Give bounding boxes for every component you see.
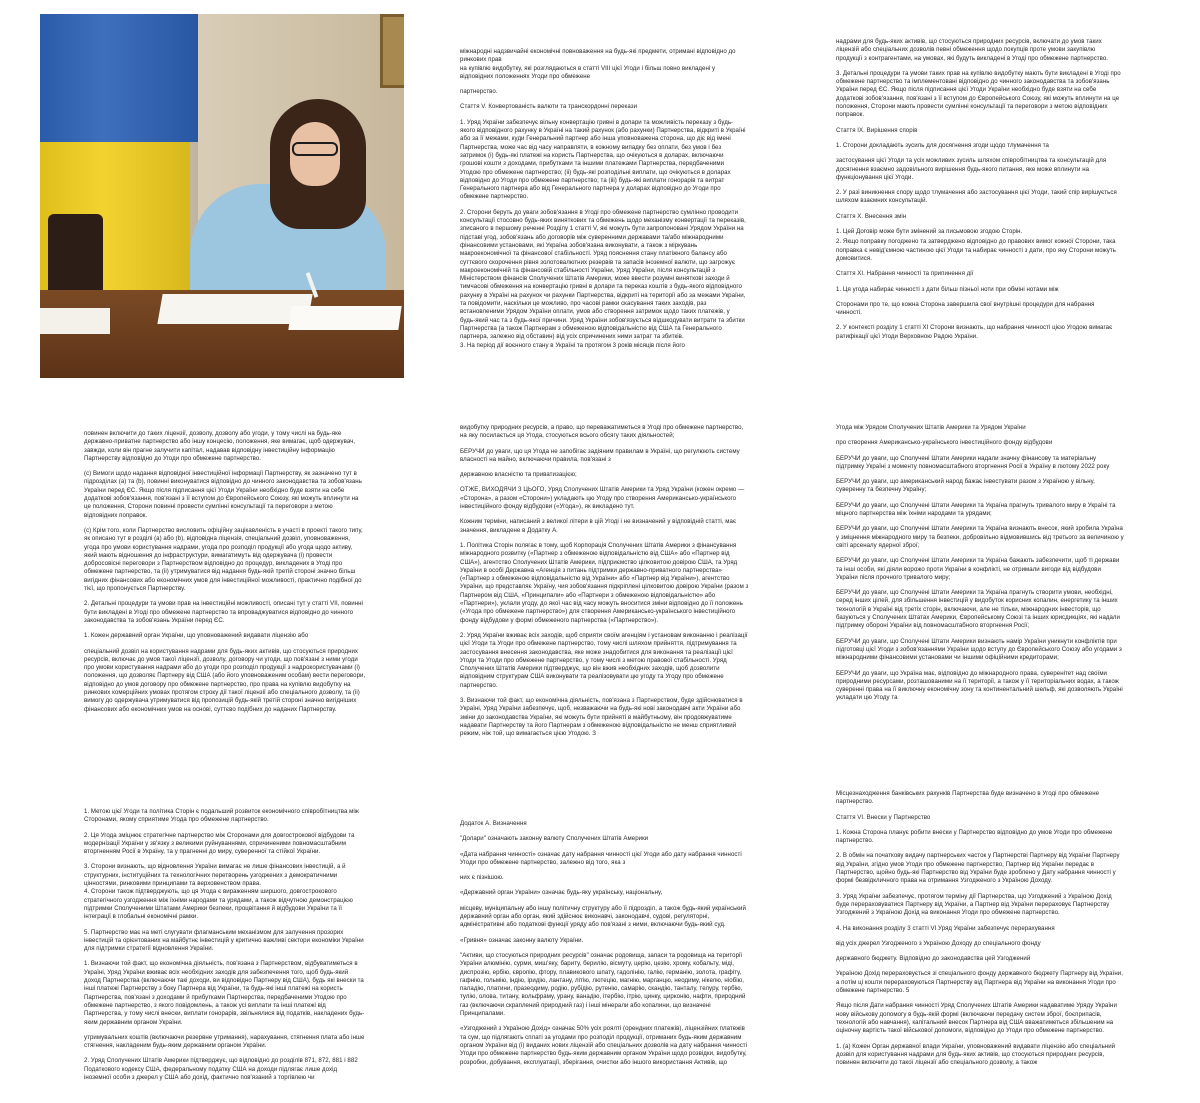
paragraph: 3. Детальні процедури та умови таких прав на купівлю видобутку мають бути викладені в Угоді про обмежене партнерство та імплементовані відповідно до чинного законодавства та зобов'язань України перед ЄС. Якщо після підписання цієї Угоди України необхідно буде взяти на себе додаткові зобов'язання, пов'язані з її вступом до Європейського Союзу, які можуть вплинути на це положення, Сторони мають провести сумлінні консультації та переговори з метою відповідних поправок. xyxy=(836,69,1121,119)
paragraph: державного бюджету. Відповідно до законодавства цей Узгоджений xyxy=(836,955,1031,963)
paragraph: 1. Визнаючи той факт, що економічна діяльність, пов'язана з Партнерством, відбуватиметься в Україні, Уряд України вживає всіх необхідних заходів для забезпечення того, щоб будь-який доход Партнерства (включаючи такі доходи, ви відповідно Партнеру від США), будь які внески та інші платежі Партнерству з боку Партнера від України, та будь-які інші платежі на користь Партнерства, пов'язані з доходами й прибутками Партнерства, передбаченими Угодою про обмежене партнерство, з якого повідомлень, а також усі виплати та інші платежі від Партнерства, у тому числі внески, виплати гонорарів, звільнялися від податків, накладених будь-яким державним органом України. xyxy=(84,960,365,1026)
document-sheet-left xyxy=(40,308,110,334)
paragraph: (с) Крім того, коли Партнерство висловить офіційну зацікавленість в участі в проекті такого типу, як описано тут в розділі (а) або (b), відповідна ліцензія, спеціальний дозвіл, уповноваження, угода про умови користування надрами, угода про розподіл продукції або угода щодо активу, який мають відношення до інфраструктури, вимагатимуть від одержувача (і) провести добросовісні переговори з Партнерством відповідно до процедур, викладених в Угоді про обмежене партнерство, та (іі) утримуватися від надання будь-якій третій стороні значно більш вигідних фінансових або економічних умов для інвестиційної можливості, практично подібної до тієї, що пропонується Партнерству. xyxy=(84,526,363,593)
paragraph: Україною Дохід перераховується зі спеціального фонду державного бюджету Партнеру від України, а потім ці кошти перераховуються Партнерству від Партнера від України на виконання Угоди про обмежене партнерство. 5 xyxy=(836,970,1123,995)
paragraph: них є пізнішою. xyxy=(460,874,504,882)
paragraph: 2. Якщо поправку погоджено та затверджено відповідно до правових вимог кожної Сторони, така поправка є невід'ємною частиною цієї Угоди та набирає чинності з дати, про яку Сторони можуть домовитися. xyxy=(836,238,1116,262)
paragraph: 2. В обмін на початкову видачу партнерських часток у Партнерстві Партнеру від України Партнеру від України, згідно умов Угоди про обмежене партнерство, Партнер від України передає в Партнерство, щойно будь-які Партнерство від України буде зроблено у Дату набрання чинності у формі безвідкличного права на отримання Узгодженого з Україною Доходу. xyxy=(836,852,1120,885)
document-subtitle: про створення Американсько-українського інвестиційного фонду відбудови xyxy=(836,439,1053,447)
paragraph: державною власністю та приватизацією; xyxy=(460,471,577,479)
paragraph: 2. Уряд України вживає всіх заходів, щоб сприяти своїм агенціям і установам виконанню і реалізації цієї Угоди та Угоди про обмежене партнерство, тому числі шляхом прийняття, підтримування та застосування внесення законодавства, яке може знадобитися для виконання та реалізації цієї Угоди та Угоди про обмежене партнерство, у тому числі з метою правової стабільності. Уряд Сполучених Штатів Америки підтверджує, що він вжив необхідних заходів, щоб дозволити відповідним структурам США виконувати та реалізовувати цю угоду та Угоду про обмежене партнерство. xyxy=(460,631,748,689)
document-sheet-right xyxy=(288,306,401,330)
paragraph: БЕРУЧИ до уваги, що Сполучені Штати Америки та Україна визнають внесок, який зробила Україна у зміцнення міжнародного миру та безпеки, добровільно відмовившись від третього за величиною у світі арсеналу ядерної зброї; xyxy=(836,525,1124,549)
paragraph: на купівлю видобутку, які розглядаються в статті VIII цієї Угоди і більш повно викладені у відповідних положеннях Угоди про обмежене xyxy=(460,64,716,80)
document-title: Угода між Урядом Сполучених Штатів Америки та Урядом України xyxy=(836,424,1026,431)
document-page-7 xyxy=(84,808,366,1103)
document-page-5 xyxy=(460,424,750,756)
paragraph: спеціальний дозвіл на користування надрами для будь-яких активів, що стосуються природних ресурсів, включає до умов такої ліцензії, дозволу, договору чи угоди, що пов'язані з ними угоди про умови користування надрами або до угоди про розподіл продукції з надрокористувачами (і) положення, що дозволяє Партнеру від США (або його уповноваженим особам) вести переговори, відповідно до умов договору про обмежене партнерство, про права на купівлю видобутку на ринкових комерційних умовах протягом строку дії такої ліцензії або спеціального дозволу, та (іі) вимогу до одержувача утримуватися від пропозицій будь-якій третій стороні значно вигідніших фінансових або економічних умов на основі, суттєво подібних до наданих Партнерству. xyxy=(84,647,366,713)
paragraph: «Гривня» означає законну валюту України. xyxy=(460,936,584,944)
paragraph: БЕРУЧИ до уваги, що Україна має, відповідно до міжнародного права, суверенітет над своїми природними ресурсами, розташованими на її території, а також у її територіальних водах, а також суверенні права на її виключну економічну зону та континентальний шельф, які дозволяють Україні укладати цю Угоду та xyxy=(836,669,1123,702)
paragraph: повинен включити до таких ліцензії, дозволу, дозволу або угоди, у тому числі на будь-яке державно-приватне партнерство або іншу концесію, положення, яке вимагає, щоб одержувач, завжди, коли він прагне залучити капітал, надавав відповідну інвестиційну інформацію Партнерству відповідно до Угоди про обмежене партнерство. xyxy=(84,430,356,462)
paragraph: "Долари" означають законну валюту Сполучених Штатів Америки xyxy=(460,835,649,843)
paragraph: 1. Цей Договір може бути змінений за письмовою згодою Сторін. xyxy=(836,228,1023,236)
paragraph: 2. У контексті розділу 1 статті XI Сторони визнають, що набрання чинності цією Угодою вимагає ратифікації цієї Угоди Верховною Радою України. xyxy=(836,324,1113,340)
paragraph: 1. Уряд України забезпечує вільну конвертацію гривні в долари та можливість переказу з будь-якого відповідного рахунку в Україні на такий рахунок (або рахунки) Партнерства, відкриті в Україні або за її межами, куди Генеральний партнер або інша уповноважена сторона, що діє від імені Партнерства, може час від часу направляти, в кожному випадку без оплати, без умов і без затримок (і) будь-які платежі на користь Партнерства, що очікуються в доларах, включаючи грошові кошти з доходами, прибутками та іншими платежами Партнерства, передбаченими Угодою про обмежене партнерство; (іі) будь-які розподільні виплати, що очікуються в доларах відповідно до Угоди про обмежене партнерство; та (ііі) будь-які виплати гонорарів та витрат Генерального партнера або від Генерального партнера у доларах відповідно до Угоди про обмежене партнерство. xyxy=(460,118,746,201)
section-heading: Стаття XI. Набрання чинності та припинення дії xyxy=(836,270,974,278)
paragraph: 1. Сторони докладають зусиль для досягнення згоди щодо тлумачення та xyxy=(836,141,1049,149)
paragraph: від усіх джерел Узгодженого з Україною Доходу до спеціального фонду xyxy=(836,939,1041,947)
paragraph: 1. Ця угода набирає чинності з дати більш пізньої ноти при обміні нотами між xyxy=(836,285,1059,293)
paragraph: БЕРУЧИ до уваги, що Сполучені Штати Америки та Україна прагнуть створити умови, необхідні, серед інших цілей, для збільшення інвестицій у видобуток корисних копалин, енергетику та інших технологій в Україні від третіх сторін, включаючи, але не тільки, міжнародних інвесторів, що базуються у Сполучених Штатах Америки, Європейському Союзі та інших юрисдикціях, які надали підтримку обороні України від повномасштабного вторгнення Росії; xyxy=(836,589,1120,630)
paragraph: міжнародні надзвичайні економічні повноваження на будь-які предмети, отримані відповідно до ринкових прав xyxy=(460,48,736,64)
paragraph: 2. У разі виникнення спору щодо тлумачення або застосування цієї Угоди, такий спір вирішується шляхом взаємних консультацій. xyxy=(836,189,1117,205)
picture-frame xyxy=(380,14,404,88)
paragraph: Кожним терміни, написаний з великої літери в цій Угоді і не визначений у відповідній статті, має значення, викладене в Додатку А. xyxy=(460,518,737,534)
paragraph: видобутку природних ресурсів, а право, що переважатиметься в Угоді про обмежене партнерство, на яку посилається ця Угода, стосуються всього обсягу таких діяльностей; xyxy=(460,424,744,440)
paragraph: «Державний орган України» означає будь-яку українську, національну, xyxy=(460,889,663,897)
paragraph: 1. Кожна Сторона планує робити внески у Партнерство відповідно до умов Угоди про обмежене партнерство. xyxy=(836,828,1113,845)
paragraph: 2. Уряд Сполучених Штатів Америки підтверджує, що відповідно до розділів 871, 872, 881 і 882 Податкового кодексу США, федеральному податку США на доходи підлягає лише дохід іноземної особи з джерел у США або дохід, фактично пов'язаний з торгівлею чи xyxy=(84,1057,358,1082)
paragraph: надрами для будь-яких активів, що стосуються природних ресурсів, включати до умов таких ліцензій або спеціальних дозволів певні обмеження щодо покупців проте умови закупівлю продукції з контрагентами, на умовах, які будуть викладені в Угоді про обмежене партнерство. xyxy=(836,38,1109,62)
document-page-8 xyxy=(460,820,750,1103)
paragraph: "Активи, що стосуються природних ресурсів" означає родовища, запаси та родовища на території України алюмінію, сурми, миш'яку, бариту, берилію, вісмуту, церію, цезію, хрому, кобальту, міді, диспрозію, ербію, європію, фтору, плавикового шпату, гадолінію, галію, германію, золота, графіту, гафнію, гольмію, індію, іридію, лантану, літію, лютецію, магнію, марганцю, неодиму, нікелю, ніобію, паладію, платини, празеодиму, родію, рубідію, рутенію, самарію, скандію, танталу, телуру, тербію, тулію, олова, титану, вольфраму, урану, ванадію, ітербію, ітрію, цинку, цирконію, нафти, природний газ (включаючи скраплений природний газ) і інші мінерали або копалини, що визначені Принципалами. xyxy=(460,951,746,1018)
paragraph: Якщо після Дати набрання чинності Уряд Сполучених Штатів Америки надаватиме Уряду України нову військову допомогу в будь-якій формі (включаючи передачу систем зброї, боєприпасів, технологій або навчання), капітальний внесок Партнера від США вважатиметься збільшеним на оціночну вартість такої військової допомоги, відповідно до Угоди про обмежене партнерство. xyxy=(836,1002,1117,1035)
section-heading: Стаття IX. Вирішення спорів xyxy=(836,126,918,134)
paragraph: «Дата набрання чинності» означає дату набрання чинності цієї Угоди або дату набрання чинності Угоди про обмежене партнерство, залежно від того, яка з xyxy=(460,850,742,866)
section-heading: Стаття Х. Внесення змін xyxy=(836,212,907,220)
paragraph: 3. Уряд України забезпечує, протягом терміну дії Партнерства, що Узгоджений з Україною Дохід буде перераховуватися Партнеру від України, а Партнер від України перераховує Партнерству Узгоджений з Україною Дохід на виконання Угоди про обмежене партнерство. xyxy=(836,892,1112,917)
paragraph: 2. Ця Угода зміцнює стратегічне партнерство між Сторонами для довгострокової відбудови та модернізації України у зв'язку з великими руйнуваннями, спричиненими повномасштабним вторгненням Росії в Україну, та у прагненні до миру, суверенної та стійкої України. xyxy=(84,831,355,856)
paragraph: БЕРУЧИ до уваги, що Сполучені Штати Америки надали значну фінансову та матеріальну підтримку Україні з моменту повномасштабного вторгнення Росії в Україну в лютому 2022 року xyxy=(836,454,1110,470)
paragraph: утримувальних коштів (включаючи резервне утримання), нарахування, стягнення плата або інше стягнення, накладеним будь-яким державним органом України. xyxy=(84,1033,365,1050)
paragraph: Місцезнаходження банківських рахунків Партнерства буде визначено в Угоді про обмежене партнерство. xyxy=(836,790,1100,806)
paragraph: 2. Сторони беруть до уваги зобов'язання в Угоді про обмежене партнерство сумлінно проводити консультації стосовно будь-яких виняткових та обмежень щодо механізму конвертації та переказів, зписаного в першому реченні Розділу 1 статті V, які можуть бути запропоновані Урядом України на підставі угод, зобов'язань або договорів між суверенними державами та/або міжнародними фінансовими установами, які Україна зобов'язана виконувати, а також з міркувань макроекономічної та фінансової стабільності. Уряд пояснення стану платіжного балансу або суттєвого скорочення рівня золотовалютних резервів та запасів іноземної валюти, що загрожує макроекономічній та фінансовій стабільності України, Уряд України, після консультацій з Міністерством фінансів Сполучених Штатів Америки, може ввести розумні виняткові заходи й тимчасові обмеження на конвертацію гривні в долари та переказ коштів з будь-якого відповідного рахунку в Україні на рахунок чи рахунки Партнерства, відкриті на території або за межами України, та повідомити, наскільки це можливо, про часові рамки скасування таких заходів, раз встановленими Урядом України оплати, умов або створення затримок щодо таких платежів, у будь-який час та з будь-якої причини. Уряд України зобов'язується відшкодувати витрати та збитки Партнерства (а також Партнерам з обмеженою відповідальністю від США та Генерального партнера, залежно від обставин) від усіх спричинених ними затрат та збитків. xyxy=(460,208,746,341)
document-page-6 xyxy=(836,424,1124,756)
paragraph: Сторонами про те, що кожна Сторона завершила свої внутрішні процедури для набрання чинності. xyxy=(836,300,1095,317)
paragraph: «Узгоджений з Україною Дохід» означає 50% усіх роялті (орендних платежів), ліцензійних платежів та сум, що підлягають сплаті за угодами про розподіл продукції, отриманих будь-яким державним органом України від (і) виданих нових ліцензій або спеціальних дозволів на дату набрання чинності Угоди про обмежене партнерство будь-яким державним органом України щодо розвідки, видобутку, розробки, добування, експлуатації, зберігання, очистки або іншого використання Активів, що xyxy=(460,1025,748,1066)
paragraph: 4. На виконання розділу 3 статті VI Уряд України забезпечує перерахування xyxy=(836,924,1055,932)
document-page-3 xyxy=(836,38,1122,378)
section-heading: Стаття V. Конвертованість валюти та транскордонні перекази xyxy=(460,103,638,111)
section-heading: Стаття VI. Внески у Партнерство xyxy=(836,813,931,821)
paragraph: БЕРУЧИ до уваги, що ця Угода не запобігає задіяним правилам в Україні, що регулюють систему власності на майно, включаючи правила, пов'язані з xyxy=(460,447,740,463)
paragraph: 5. Партнерство має на меті слугувати флагманським механізмом для залучення прозорих інвестицій та орієнтованих на майбутнє інвестицій у критично важливі сектори економіки України для підтримки стратегії відновлення України. xyxy=(84,928,364,953)
paragraph: ОТЖЕ, ВИХОДЯЧИ З ЦЬОГО, Уряд Сполучених Штатів Америки та Уряд України (кожен окремо — «Сторона», а разом «Сторони») укладають цю Угоду про створення Американсько-українського інвестиційного фонду відбудови («Угода»), як викладено тут. xyxy=(460,486,745,511)
paragraph: 4. Сторони також підтверджують, що ця Угода є вираженням ширшого, довгострокового стратегічного узгодження між їхніми народами та урядами, а також відчутною демонстрацією підтримки Сполученими Штатами Америки безпеки, процвітання й відбудови України та її інтеграції в глобальні економічні рамки. xyxy=(84,888,353,921)
paragraph: 3. Визнаючи той факт, що економічна діяльність, пов'язана з Партнерством, буде здійснюватися в Україні, Уряд України забезпечує, щоб, незважаючи на будь-які нові законодавчі акти України або зміни до законодавства України, які можуть бути прийняті в майбутньому, він продовжуватиме надавати Партнерству та його Партнерам з обмеженою відповідальністю не менш сприятливий режим, ніж той, що вимагається цією Угодою. З xyxy=(460,697,743,738)
paragraph: застосування цієї Угоди та усіх можливих зусиль шляхом співробітництва та консультацій для досягнення взаємно задовільного вирішення будь-якого питання, яке може вплинути на функціонування цієї Угоди. xyxy=(836,157,1107,181)
paragraph: 1. Метою цієї Угоди та політика Сторін є подальший розвиток економічного співробітництва між Сторонами, якому сприятиме Угода про обмежене партнерство. xyxy=(84,808,359,824)
paragraph: (с) Вимоги щодо надання відповідної інвестиційної інформації Партнерству, як зазначено тут в підрозділах (а) та (b), повинні виконуватися відповідно до чинного законодавства та зобов'язань України перед ЄС. Якщо після підписання цієї Угоди України необхідно буде взяти на себе додаткові зобов'язання, пов'язані з її вступом до Європейського Союзу, які можуть вплинути на це положення, Сторони повинні провести сумлінні консультації та переговори з метою відповідних поправок. xyxy=(84,470,362,519)
paragraph: місцеву, муніципальну або іншу політичну структуру або її підрозділ, а також будь-який український державний орган або орган, який здійснює виконавчі, законодавчі, судові, регуляторні, адміністративні або податкові функції уряду або пов'язані з ними, включаючи будь-який суд. xyxy=(460,904,746,929)
paragraph: 3. Сторони визнають, що відновлення України вимагає не лише фінансових інвестицій, а й структурних, інституційних та технологічних перетворень узгоджених з демократичними цінностями, ринковими принципами та верховенством права. xyxy=(84,863,346,888)
paragraph: БЕРУЧИ до уваги, що Сполучені Штати Америки та Україна бажають забезпечити, щоб ті держави та інші особи, які діяли ворожо проти України в конфлікті, не отримали вигоди від відбудови України після прочного тривалого миру; xyxy=(836,557,1120,581)
paragraph: БЕРУЧИ до уваги, що Сполучені Штати Америки визнають намір України уникнути конфліктів при підготовці цієї Угоди з зобов'язаннями України щодо вступу до Європейського Союзу або угодами з міжнародними фінансовими установами чи іншими офіційними кредиторами; xyxy=(836,637,1122,662)
paragraph: партнерство. xyxy=(460,88,498,96)
document-page-9 xyxy=(836,790,1124,1103)
signing-photo xyxy=(40,14,404,378)
paragraph: БЕРУЧИ до уваги, що американський народ бажає інвестувати разом з Україною у вільну, суверенну та безпечну Україну; xyxy=(836,478,1095,494)
paragraph: БЕРУЧИ до уваги, що Сполучені Штати Америки та Україна прагнуть тривалого миру в Україні та міцного партнерства між їхніми народами та урядами; xyxy=(836,501,1116,518)
paragraph: 1. Політика Сторін полягає в тому, щоб Корпорація Сполучених Штатів Америки з фінансування міжнародного розвитку («Партнер з обмеженою відповідальністю від США» або «Партнер від США»), агентство Сполучених Штатів Америки, підприємство цілковитою довірою США, та Уряд України в особі Державна «Агенція з питань підтримки державно-приватного партнерства» («Партнер з обмеженою відповідальністю від України» або «Партнер від України»), агентство України, що представляє Україну, чия зобов'язання підкріплені цілковитою довірою України (разом з Партнером від США, «Принципали» або «Партнери з обмеженою відповідальністю» або «Партнери»), уклали угоду, до якої час від часу можуть вноситися зміни відповідно до її положень («Угода про обмежене партнерство») для створення Американсько-українського інвестиційного фонду відбудови у формі обмеженого партнерства («Партнерство»). xyxy=(460,541,749,624)
document-page-4 xyxy=(84,430,366,756)
document-page-2 xyxy=(460,48,746,378)
paragraph: 2. Детальні процедури та умови прав на інвестиційні можливості, описані тут у статті VII, повинні бути викладені в Угоді про обмежене партнерство та впроваджуватися відповідно до чинного законодавства та зобов'язань України перед ЄС. xyxy=(84,600,363,624)
signer-glasses xyxy=(292,142,338,156)
section-heading: Додаток А. Визначення xyxy=(460,820,527,827)
paragraph: 3. На період дії воєнного стану в Україні та протягом 3 років місяців після його xyxy=(460,341,685,349)
paragraph: 1. Кожен державний орган України, що уповноважений видавати ліцензію або xyxy=(84,632,309,640)
paragraph: 1. (а) Кожен Орган державної влади України, уповноважений видавати ліцензію або спеціальний дозвіл для користування надрами для будь-яких активів, що стосуються природних ресурсів, повинен включити до такої ліцензії або спеціального дозволу, а також xyxy=(836,1042,1116,1067)
